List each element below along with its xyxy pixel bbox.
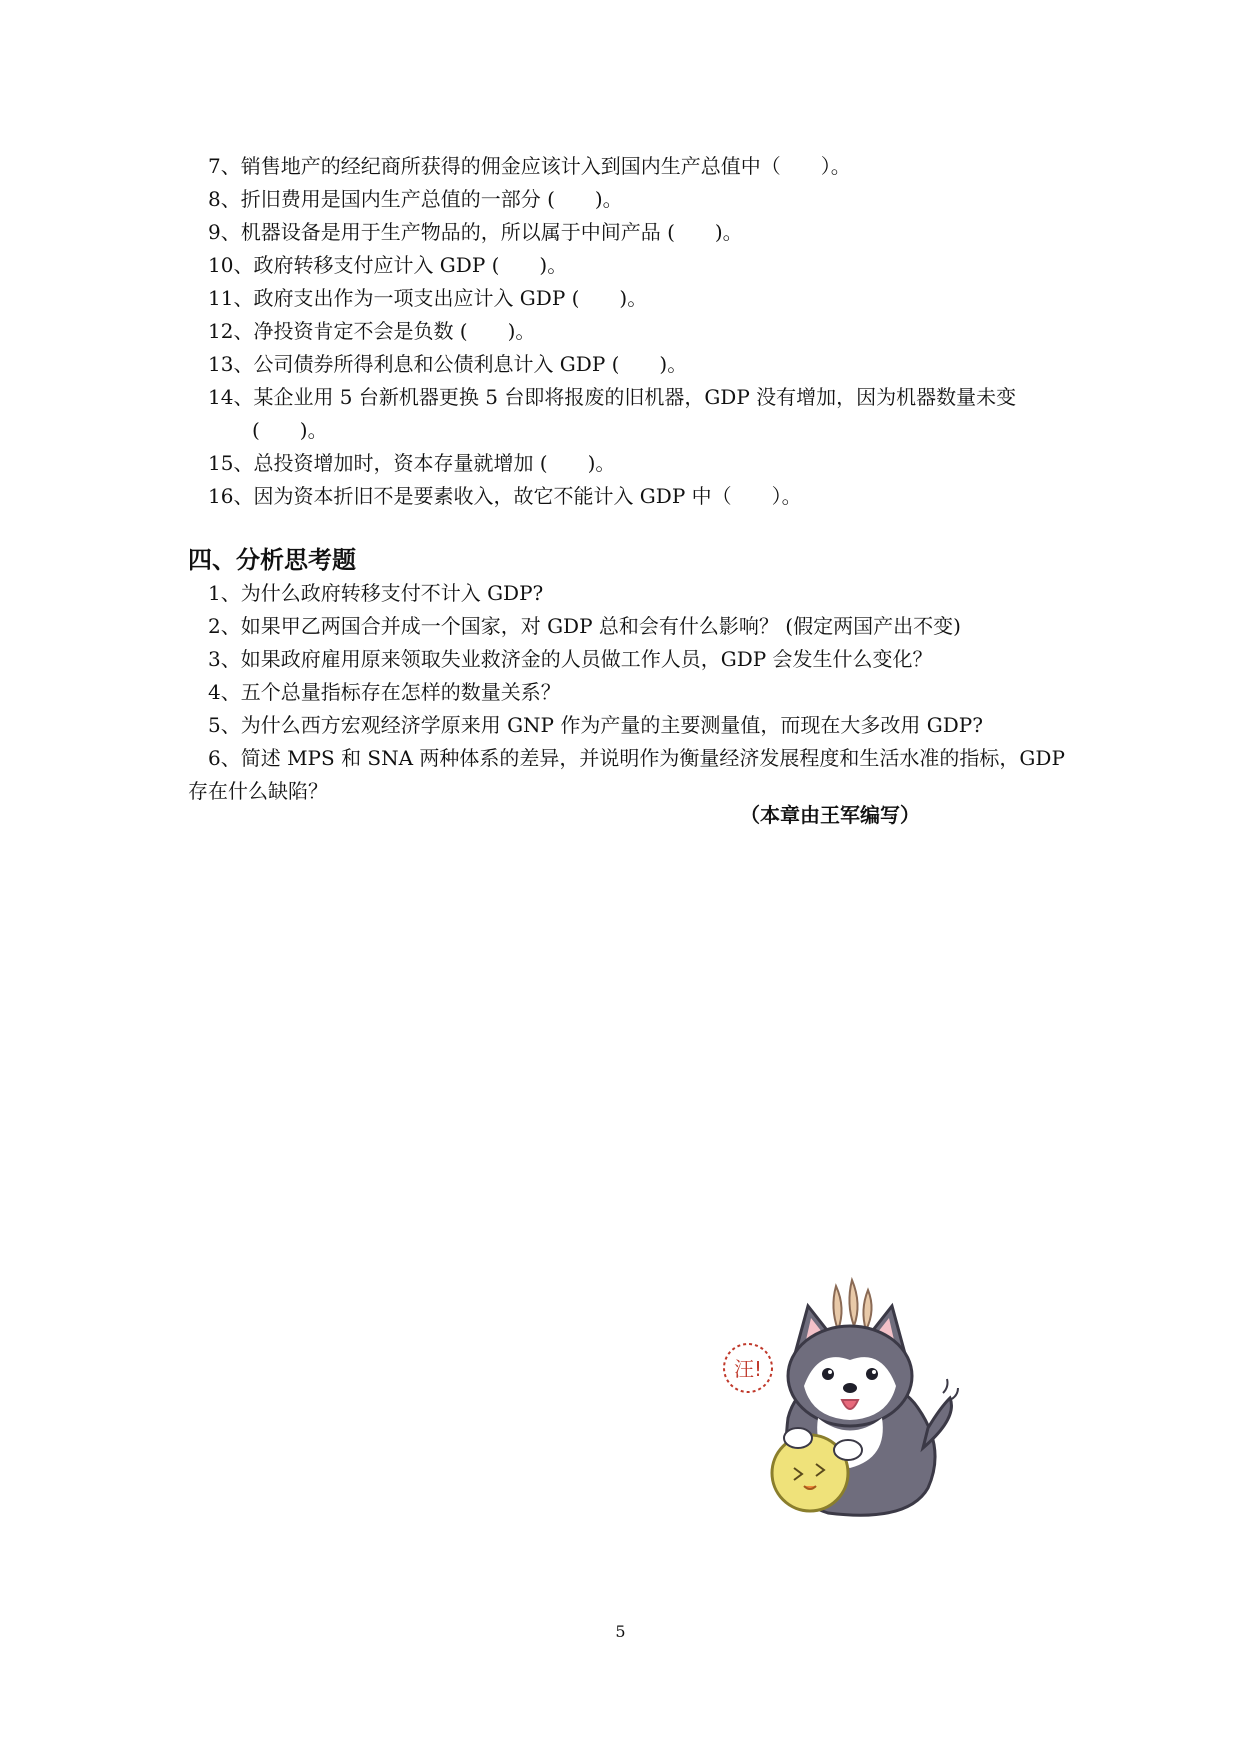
- question-item: 1、为什么政府转移支付不计入 GDP?: [208, 581, 544, 605]
- list-item: 16、因为资本折旧不是要素收入，故它不能计入 GDP 中（ ）。: [208, 484, 802, 508]
- question-item: 6、简述 MPS 和 SNA 两种体系的差异，并说明作为衡量经济发展程度和生活水准的指标，GDP 存在什么缺陷？: [188, 746, 1065, 803]
- analysis-question-list: [188, 577, 1088, 808]
- true-false-list: [208, 150, 1068, 513]
- list-item: 11、政府支出作为一项支出应计入 GDP ( )。: [208, 286, 648, 310]
- page-number: 5: [615, 1622, 626, 1641]
- question-item: 3、如果政府雇用原来领取失业救济金的人员做工作人员，GDP 会发生什么变化？: [208, 647, 933, 671]
- list-item: 13、公司债券所得利息和公债利息计入 GDP ( )。: [208, 352, 688, 376]
- list-item: 7、销售地产的经纪商所获得的佣金应该计入到国内生产总值中（ ）。: [208, 154, 851, 178]
- list-item: 10、政府转移支付应计入 GDP ( )。: [208, 253, 568, 277]
- list-item: 8、折旧费用是国内生产总值的一部分 ( )。: [208, 187, 623, 211]
- section-title: 四、分析思考题: [188, 546, 356, 574]
- speech-bubble-text: 汪!: [733, 1357, 763, 1381]
- question-item: 2、如果甲乙两国合并成一个国家，对 GDP 总和会有什么影响？ (假定两国产出不变): [208, 614, 961, 638]
- question-item: 4、五个总量指标存在怎样的数量关系？: [208, 680, 561, 704]
- list-item: 9、机器设备是用于生产物品的，所以属于中间产品 ( )。: [208, 220, 743, 244]
- list-item: 12、净投资肯定不会是负数 ( )。: [208, 319, 536, 343]
- husky-dog-mascot-icon: [718, 1268, 978, 1528]
- list-item: 14、某企业用 5 台新机器更换 5 台即将报废的旧机器，GDP 没有增加，因为机器数量未变 ( )。: [208, 385, 1017, 442]
- list-item: 15、总投资增加时，资本存量就增加 ( )。: [208, 451, 616, 475]
- author-note: （本章由王军编写）: [740, 803, 920, 827]
- question-item: 5、为什么西方宏观经济学原来用 GNP 作为产量的主要测量值，而现在大多改用 GDP?: [208, 713, 983, 737]
